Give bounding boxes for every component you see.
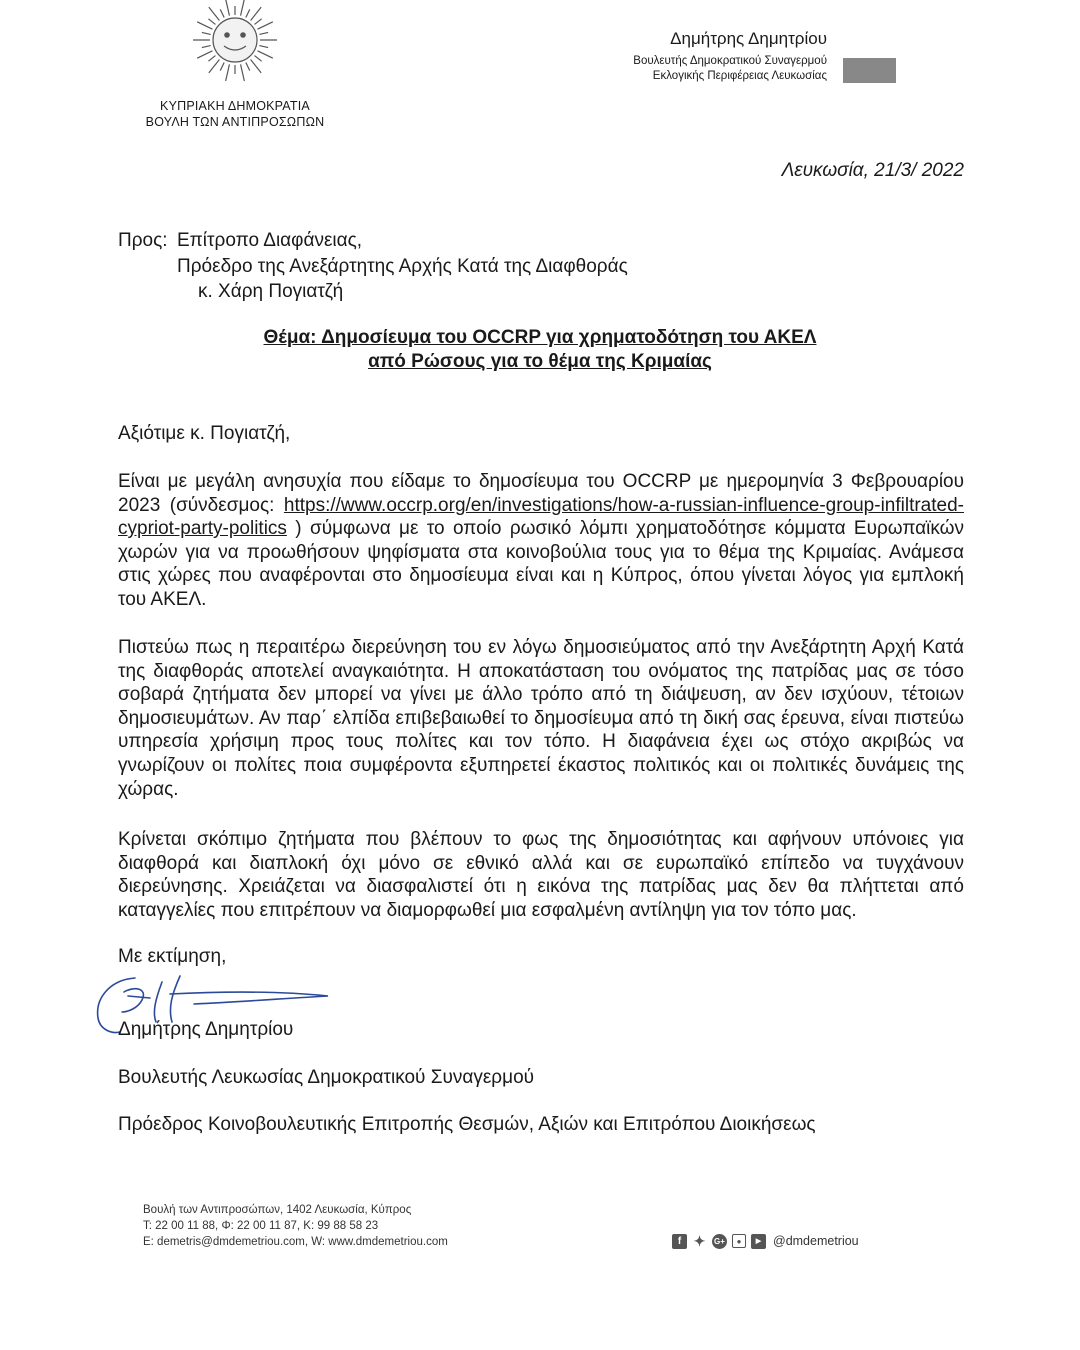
recipient-label: Προς:	[118, 230, 168, 251]
subject-line-2: από Ρώσους για το θέμα της Κριμαίας	[368, 351, 712, 372]
signatory-role-1: Βουλευτής Λευκωσίας Δημοκρατικού Συναγερμού	[118, 1067, 535, 1088]
sun-ray	[208, 56, 215, 62]
sun-ray	[226, 64, 230, 81]
sun-ray	[209, 60, 220, 73]
closing-salutation: Με εκτίμηση,	[118, 946, 227, 967]
sun-ray	[251, 7, 262, 20]
social-links	[672, 1231, 859, 1251]
sun-ray	[258, 51, 273, 58]
google-plus-icon[interactable]: G+	[712, 1234, 727, 1249]
parliament-name: ΒΟΥΛΗ ΤΩΝ ΑΝΤΙΠΡΟΣΩΠΩΝ	[145, 115, 325, 129]
sun-ray	[197, 22, 212, 29]
recipient-position: Πρόεδρο της Ανεξάρτητης Αρχής Κατά της Διαφθοράς	[177, 256, 628, 277]
sun-ray	[226, 0, 230, 16]
republic-name: ΚΥΠΡΙΑΚΗ ΔΗΜΟΚΡΑΤΙΑ	[160, 99, 310, 113]
sender-name: Δημήτρης Δημητρίου	[670, 29, 827, 48]
sun-ray	[241, 64, 245, 81]
sun-ray	[259, 46, 268, 48]
sun-ray	[255, 56, 262, 62]
recipient-title: Επίτροπο Διαφάνειας,	[177, 230, 363, 251]
sender-role: Βουλευτής Δημοκρατικού Συναγερμού	[633, 55, 827, 67]
sun-ray	[241, 0, 245, 16]
sun-ray	[202, 32, 211, 34]
paragraph-2: Πιστεύω πως η περαιτέρω διερεύνηση του εν λόγω δημοσιεύματος από την Ανεξάρτητη Αρχή Κατά της διαφθοράς αποτελεί αναγκαιότητα. Η αποκατάσταση του ονόματος της πατρίδας μας σε τόσο σοβαρά ζητήματα δεν μπορεί να γίνει με άλλο τρόπο από τη διάψευση, αν δεν ισχύουν, τέτοιων δημοσιευμάτων. Αν παρ΄ ελπίδα επιβεβαιωθεί το δημοσίευμα από τη δική σας έρευνα, είναι πιστεύω υπηρεσία χρήσιμη προς τους πολίτες και τον τόπο. Η διαφάνεια έχει ως στόχο ακριβώς να γνωρίζουν οι πολίτες ποια συμφέροντα εξυπηρετεί έκαστος πολιτικός και οι πολιτικές δυνάμεις της χώρας.	[118, 637, 964, 800]
youtube-icon[interactable]: ▶	[751, 1234, 766, 1249]
subject-line-1: Θέμα: Δημοσίευμα του OCCRP για χρηματοδότηση του ΑΚΕΛ	[263, 327, 817, 348]
sun-ray	[197, 51, 212, 58]
sun-ray	[259, 32, 268, 34]
sun-ray	[208, 19, 215, 25]
sun-ray	[209, 7, 220, 20]
sun-ray	[246, 63, 250, 71]
footer-address: Βουλή των Αντιπροσώπων, 1402 Λευκωσία, Κύπρος	[143, 1204, 412, 1216]
sun-ray	[258, 22, 273, 29]
recipient-name: κ. Χάρη Πογιατζή	[198, 281, 344, 302]
paragraph-1-end: ) σύμφωνα με το οποίο ρωσικό λόμπι χρηματοδότησε κόμματα Ευρωπαϊκών χωρών για να προωθήσουν ψηφίσματα στα κοινοβούλια τους για το θέμα της Κριμαίας. Ανάμεσα στις χώρες που αναφέρονται στο δημοσίευμα είναι και η Κύπρος, όπου γίνεται λόγος για εμπλοκή του ΑΚΕΛ.	[118, 518, 964, 610]
facebook-icon[interactable]: f	[672, 1234, 687, 1249]
sun-ray	[255, 19, 262, 25]
paragraph-1-start: Είναι με μεγάλη ανησυχία που είδαμε το δημοσίευμα του OCCRP με ημερομηνία 3 Φεβρουαρίου 2023 (σύνδεσμος:	[118, 471, 964, 516]
sun-ray	[246, 9, 250, 17]
social-handle[interactable]: @dmdemetriou	[773, 1234, 859, 1248]
instagram-icon[interactable]: ●	[732, 1234, 746, 1248]
occrp-article-link[interactable]: https://www.occrp.org/en/investigations/how-a-russian-influence-group-infiltrated-cypriot-party-politics	[118, 494, 964, 540]
signatory-role-2: Πρόεδρος Κοινοβουλευτικής Επιτροπής Θεσμών, Αξιών και Επιτρόπου Διοικήσεως	[118, 1114, 816, 1135]
sun-emblem-icon	[160, 0, 310, 92]
twitter-icon[interactable]: ✦	[693, 1232, 706, 1249]
sun-ray	[202, 46, 211, 48]
redaction-block	[843, 58, 896, 83]
sun-ray	[251, 60, 262, 73]
paragraph-3: Κρίνεται σκόπιμο ζητήματα που βλέπουν το φως της δημοσιότητας και αφήνουν υπόνοιες για διαφθορά και διαπλοκή όχι μόνο σε εθνικό αλλά και σε ευρωπαϊκό επίπεδο να τυγχάνουν διερεύνησης. Χρειάζεται να διασφαλιστεί ότι η εικόνα της πατρίδας μας δεν θα πλήττεται από καταγγελίες που επιτρέπουν να διαμορφωθεί μια εσφαλμένη αντίληψη για τον τόπο μας.	[118, 829, 964, 921]
sun-ray	[220, 9, 224, 17]
footer-contact: E: demetris@dmdemetriou.com, W: www.dmdemetriou.com	[143, 1236, 448, 1248]
sun-ray	[220, 63, 224, 71]
footer-phones: Τ: 22 00 11 88, Φ: 22 00 11 87, Κ: 99 88 58 23	[143, 1220, 379, 1232]
greeting: Αξιότιμε κ. Πογιατζή,	[118, 423, 291, 444]
paragraph-1	[118, 470, 964, 612]
sender-district: Εκλογικής Περιφέρειας Λευκωσίας	[652, 70, 827, 82]
letter-date: Λευκωσία, 21/3/ 2022	[781, 160, 964, 181]
signatory-name: Δημήτρης Δημητρίου	[118, 1019, 294, 1040]
